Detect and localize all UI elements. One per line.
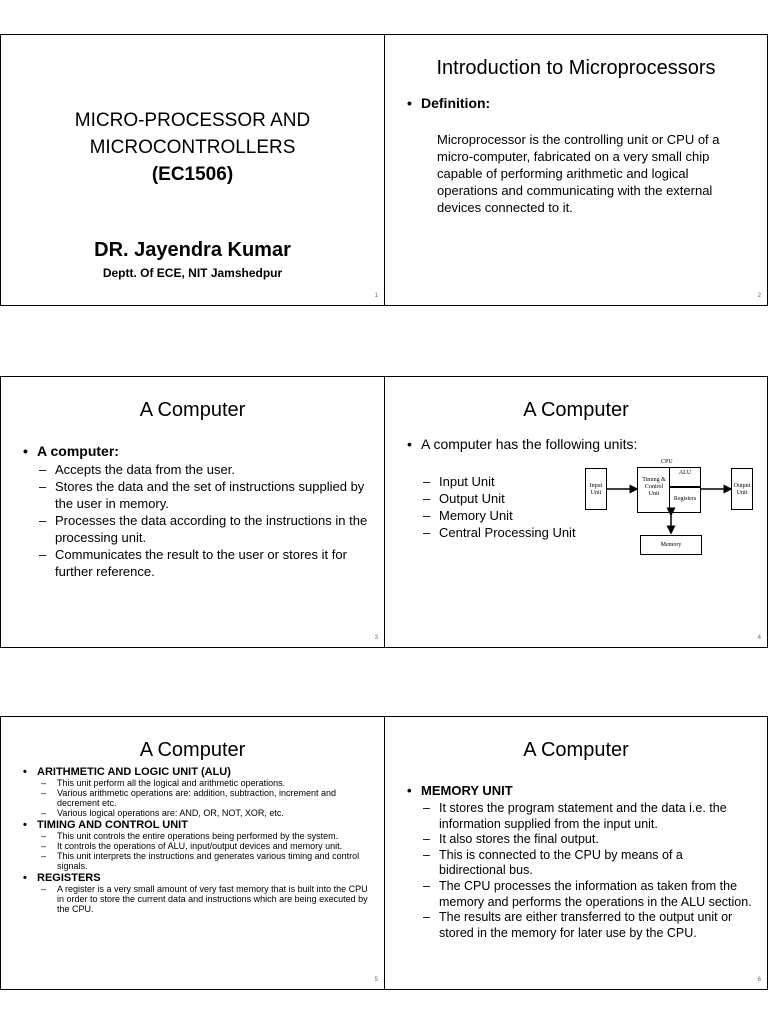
- list-item: – Central Processing Unit: [423, 524, 593, 541]
- section-heading: • REGISTERS: [23, 873, 368, 884]
- list-item: – Stores the data and the set of instructions supplied by the user in memory.: [39, 478, 369, 512]
- section-items: [23, 831, 368, 871]
- department: Deptt. Of ECE, NIT Jamshedpur: [102, 266, 283, 280]
- bullet-heading: • A computer has the following units:: [407, 435, 641, 454]
- registers-box: Registers: [669, 487, 701, 513]
- bullet-heading: • MEMORY UNIT: [407, 783, 768, 798]
- unit-list: [423, 473, 593, 541]
- list-item: – The CPU processes the information as taken from the memory and performs the operations in the ALU section.: [423, 879, 753, 910]
- output-unit-box: Output Unit: [731, 468, 753, 510]
- slide-number: 3: [374, 635, 378, 641]
- list-item: – Accepts the data from the user.: [39, 461, 369, 478]
- alu-box: ALU: [669, 467, 701, 487]
- bullet-heading: • Definition:: [407, 95, 768, 111]
- list-item: – A register is a very small amount of very fast memory that is built into the CPU in order to store the current data and instructions which are being executed by the CPU.: [41, 884, 368, 914]
- course-title: MICRO-PROCESSOR AND MICROCONTROLLERS (EC1506): [1, 107, 384, 188]
- list-item: – This unit perform all the logical and arithmetic operations.: [41, 778, 368, 788]
- slide-1: [0, 34, 385, 306]
- slide-number: 1: [374, 293, 378, 299]
- cpu-sections: [23, 767, 368, 914]
- list-item: – It controls the operations of ALU, input/output devices and memory unit.: [41, 841, 368, 851]
- list-item: – Output Unit: [423, 490, 593, 507]
- list-item: – Input Unit: [423, 473, 593, 490]
- slide-title: A Computer: [139, 399, 246, 421]
- slide-3: [0, 376, 385, 648]
- item-list: [39, 461, 369, 580]
- list-item: – Various arithmetic operations are: addition, subtraction, increment and decrement etc.: [41, 788, 368, 808]
- computer-block-diagram: [585, 459, 760, 559]
- cpu-label: CPU: [661, 459, 673, 465]
- list-item: – Communicates the result to the user or stores it for further reference.: [39, 546, 369, 580]
- slide-title: Introduction to Microprocessors: [436, 57, 716, 79]
- slide-2: [384, 34, 768, 306]
- slide-number: 5: [374, 977, 378, 983]
- slide-number: 2: [757, 293, 761, 299]
- course-code: (EC1506): [151, 164, 234, 185]
- slide-title: A Computer: [139, 739, 246, 761]
- list-item: – The results are either transferred to the output unit or stored in the memory for later use by the CPU.: [423, 910, 753, 941]
- list-item: – It also stores the final output.: [423, 832, 753, 848]
- slide-title: A Computer: [523, 739, 629, 761]
- slide-number: 6: [757, 977, 761, 983]
- list-item: – This unit interprets the instructions and generates various timing and control signals.: [41, 851, 368, 871]
- slide-5: [0, 716, 385, 990]
- memory-item-list: [423, 801, 753, 941]
- list-item: – This is connected to the CPU by means of a bidirectional bus.: [423, 848, 753, 879]
- slide-title: A Computer: [523, 399, 629, 421]
- author-name: DR. Jayendra Kumar: [94, 239, 291, 261]
- memory-box: Memory: [640, 535, 702, 555]
- list-item: – This unit controls the entire operations being performed by the system.: [41, 831, 368, 841]
- section-items: [23, 778, 368, 818]
- diagram-arrows: [585, 459, 760, 559]
- list-item: – Processes the data according to the instructions in the processing unit.: [39, 512, 369, 546]
- section-heading: • ARITHMETIC AND LOGIC UNIT (ALU): [23, 767, 368, 778]
- definition-text: Microprocessor is the controlling unit or CPU of a micro-computer, fabricated on a very small chip capable of performing arithmetic and logical operations and communicating with the external devices connected to it.: [437, 132, 720, 215]
- section-heading: • TIMING AND CONTROL UNIT: [23, 820, 368, 831]
- list-item: – Memory Unit: [423, 507, 593, 524]
- slide-6: [384, 716, 768, 990]
- slide-number: 4: [757, 635, 761, 641]
- list-item: – It stores the program statement and the data i.e. the information supplied from the input unit.: [423, 801, 753, 832]
- timing-control-box: Timing & Control Unit: [642, 477, 666, 497]
- slide-4: [384, 376, 768, 648]
- bullet-heading: • A computer:: [23, 443, 385, 459]
- list-item: – Various logical operations are: AND, OR, NOT, XOR, etc.: [41, 808, 368, 818]
- section-items: [23, 884, 368, 914]
- input-unit-box: Input Unit: [585, 468, 607, 510]
